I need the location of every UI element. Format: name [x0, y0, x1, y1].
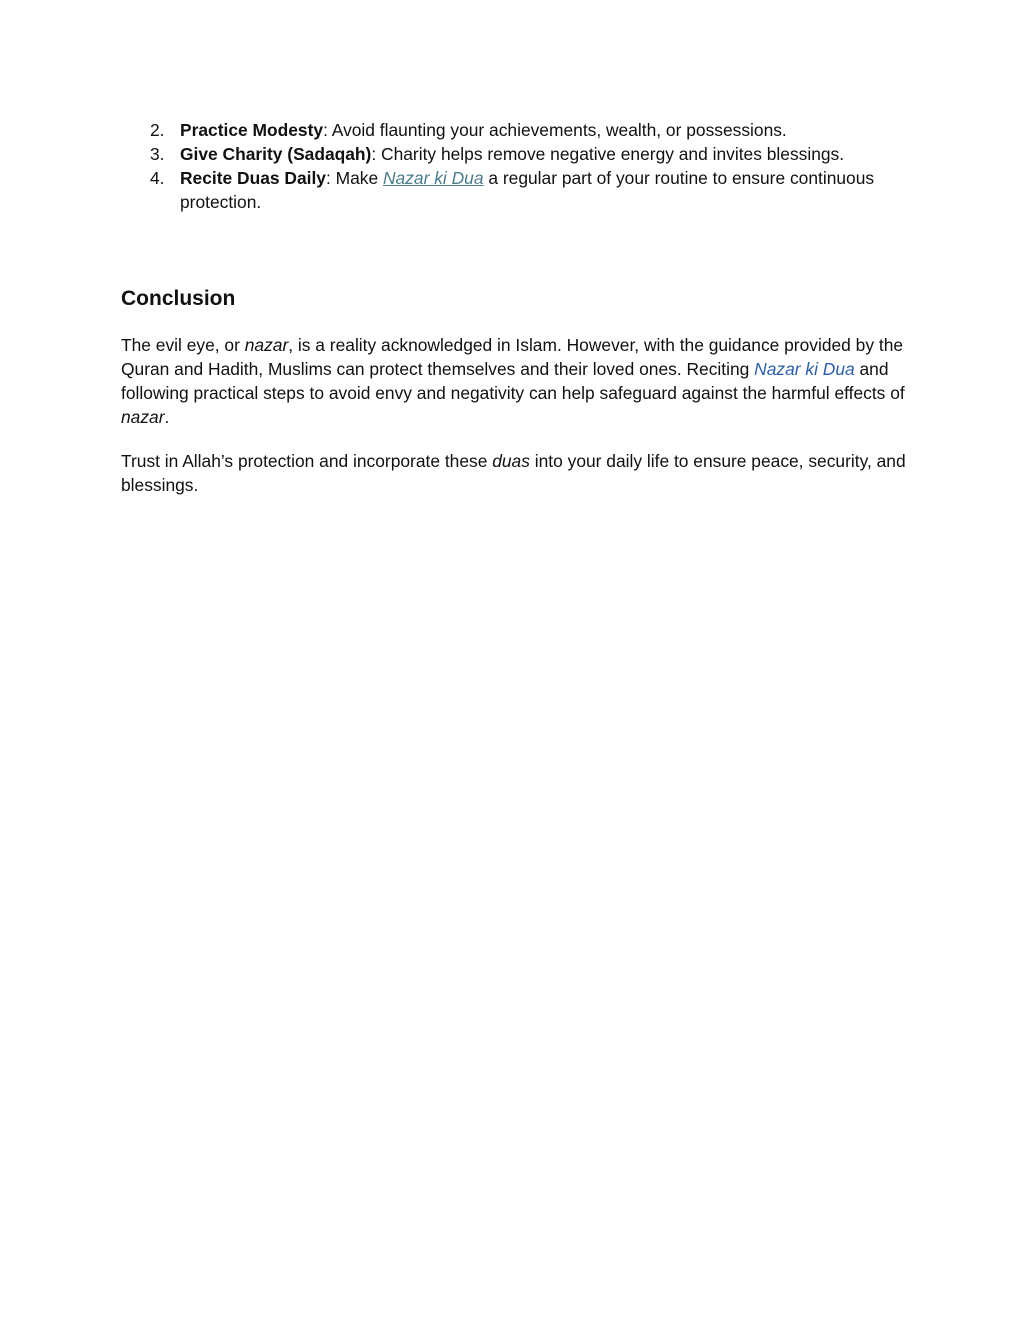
list-item-separator: :: [323, 120, 328, 140]
conclusion-heading: Conclusion: [121, 287, 236, 310]
list-item-number: 4.: [150, 168, 165, 188]
para-emphasis: duas: [492, 451, 530, 471]
list-item-number: 2.: [150, 120, 165, 140]
tips-list: [121, 118, 911, 214]
list-item-body: [180, 118, 911, 142]
list-item-title: Give Charity (Sadaqah): [180, 144, 372, 164]
nazar-ki-dua-inline-link[interactable]: Nazar ki Dua: [754, 359, 855, 379]
para-emphasis: nazar: [244, 335, 289, 355]
list-item-text: Avoid flaunting your achievements, wealth, or possessions.: [327, 120, 787, 140]
list-item-title: Practice Modesty: [180, 120, 324, 140]
conclusion-paragraph-2: [121, 449, 911, 497]
para-text: into your daily life to ensure peace, security, and blessings.: [121, 451, 906, 495]
nazar-ki-dua-link[interactable]: Nazar ki Dua: [383, 168, 484, 188]
list-item: [121, 118, 911, 142]
list-item-body: [180, 166, 911, 214]
list-item-text: Charity helps remove negative energy and invites blessings.: [376, 144, 845, 164]
list-item-separator: :: [325, 168, 331, 188]
para-text: Trust in Allah’s protection and incorporate these: [121, 451, 493, 471]
list-item-separator: :: [371, 144, 377, 164]
list-item-title: Recite Duas Daily: [180, 168, 326, 188]
conclusion-paragraph-1: [121, 333, 911, 429]
list-item-body: [180, 142, 911, 166]
list-item: [121, 142, 911, 166]
para-text: , is a reality acknowledged in Islam. However, with the guidance provided by the Quran and Hadith, Muslims can protect themselves and their loved ones. Reciting: [121, 335, 904, 379]
list-item: [121, 166, 911, 214]
para-emphasis: nazar: [121, 407, 165, 427]
list-item-number: 3.: [150, 144, 165, 164]
para-text: The evil eye, or: [121, 335, 245, 355]
para-text: .: [164, 407, 170, 427]
para-text: and following practical steps to avoid envy and negativity can help safeguard against the harmful effects of: [121, 359, 905, 403]
list-item-text-after: a regular part of your routine to ensure continuous protection.: [180, 168, 875, 212]
list-item-text-before: Make: [330, 168, 383, 188]
